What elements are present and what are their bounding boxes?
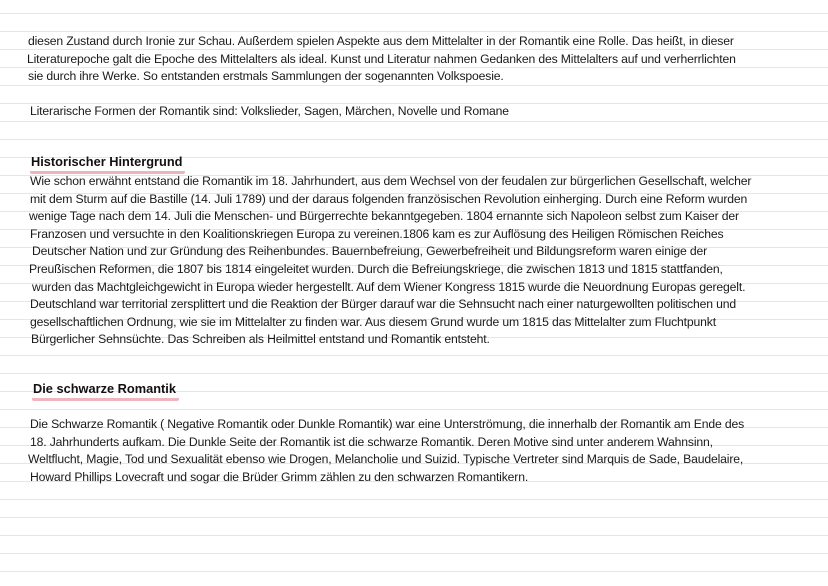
historical-line-8: Deutschland war territorial zersplittert und die Reaktion der Bürger darauf war die Sehnsucht nach einer naturgewollten politischen und [30,297,736,312]
historical-line-7: wurden das Machtgleichgewicht in Europa wieder hergestellt. Auf dem Wiener Kongress 1815 wurde die Neuordnung Europas geregelt. [32,279,746,294]
literary-forms-line [30,103,805,121]
intro-line-2: Literaturepoche galt die Epoche des Mittelalters als ideal. Kunst und Literatur nahmen Gedanken des Mittelalters auf und verherrlichten [27,51,736,66]
intro-paragraph [28,33,803,86]
historical-line-9: gesellschaftlichen Ordnung, wie sie im Mittelalter zu finden war. Aus diesem Grund wurde um 1815 das Mittelalter zum Fluchtpunkt [30,314,716,329]
intro-line-1: diesen Zustand durch Ironie zur Schau. Außerdem spielen Aspekte aus dem Mittelalter in der Romantik eine Rolle. Das heißt, in dieser [28,34,734,48]
historical-line-5: Deutscher Nation und zur Gründung des Reihenbundes. Bauernbefreiung, Gewerbefreiheit und Bildungsreform waren einige der [32,244,708,259]
historical-line-6: Preußischen Reformen, die 1807 bis 1814 eingeleitet wurden. Durch die Befreiungskriege, die zwischen 1813 und 1815 stattfanden, [29,261,723,276]
dark-romanticism-paragraph [28,416,803,486]
historical-line-1: Wie schon erwähnt entstand die Romantik im 18. Jahrhundert, aus dem Wechsel von der feudalen zur bürgerlichen Gesellschaft, welcher [30,174,752,188]
dark-line-2: 18. Jahrhunderts aufkam. Die Dunkle Seite der Romantik ist die schwarze Romantik. Deren Motive sind unter anderem Wahnsinn, [30,434,713,449]
intro-line-3: sie durch ihre Werke. So entstanden erstmals Sammlungen der sogenannten Volkspoesie. [28,69,504,84]
historical-line-4: Franzosen und versuchte in den Koalitionskriegen Europa zu vereinen.1806 kam es zur Auflösung des Heiligen Römischen Reiches [30,226,724,241]
heading-die-schwarze-romantik: Die schwarze Romantik [32,381,179,401]
literary-forms-text: Literarische Formen der Romantik sind: Volkslieder, Sagen, Märchen, Novelle und Romane [30,104,509,118]
dark-line-1: Die Schwarze Romantik ( Negative Romantik oder Dunkle Romantik) war eine Unterströmung, die innerhalb der Romantik am Ende des [30,417,745,431]
dark-line-4: Howard Phillips Lovecraft und sogar die Brüder Grimm zählen zu den schwarzen Romantikern. [30,469,529,484]
historical-line-2: mit dem Sturm auf die Bastille (14. Juli 1789) und der daraus folgenden französischen Revolution einherging. Durch eine Reform wurden [30,191,748,206]
heading-historischer-hintergrund: Historischer Hintergrund [30,154,185,174]
historical-line-10: Bürgerlicher Sehnsüchte. Das Schreiben als Heilmittel entstand und Romantik entsteht. [31,332,490,347]
dark-line-3: Weltflucht, Magie, Tod und Sexualität ebenso wie Drogen, Melancholie und Suizid. Typische Vertreter sind Marquis de Sade, Baudelaire, [28,452,744,467]
historical-paragraph [28,173,803,349]
historical-line-3: wenige Tage nach dem 14. Juli die Menschen- und Bürgerrechte bekanntgegeben. 1804 ernannte sich Napoleon selbst zum Kaiser der [29,209,739,224]
